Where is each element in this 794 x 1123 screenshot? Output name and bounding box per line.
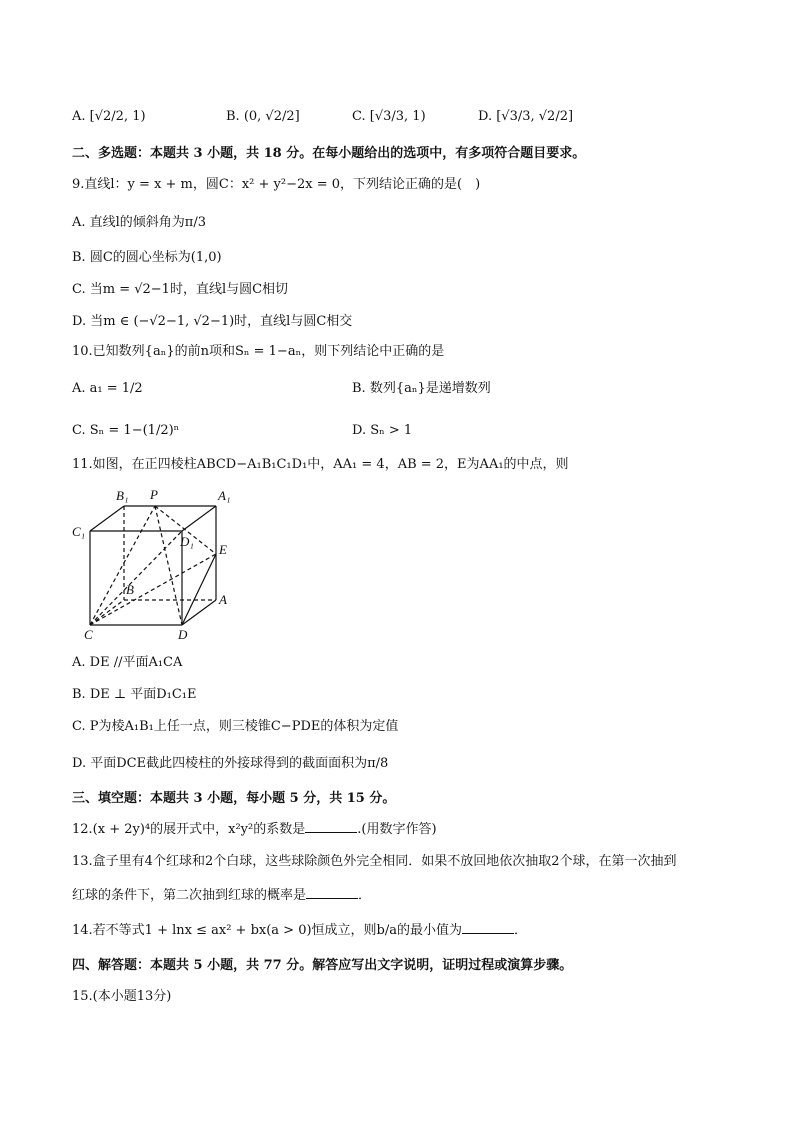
q10-stem: 10.已知数列{aₙ}的前n项和Sₙ = 1−aₙ，则下列结论中正确的是 <box>72 344 445 359</box>
q15-heading: 15.(本小题13分) <box>72 989 172 1004</box>
label-b: B <box>126 582 134 597</box>
label-c: C <box>84 627 93 642</box>
q14-answer-blank <box>462 921 514 934</box>
label-p: P <box>150 487 158 502</box>
q9-option-d: D. 当m ∈ (−√2−1, √2−1)时，直线l与圆C相交 <box>72 314 353 329</box>
q9-option-b: B. 圆C的圆心坐标为(1,0) <box>72 250 222 265</box>
prism-figure <box>68 482 248 644</box>
q10-option-a: A. a₁ = 1/2 <box>72 381 143 396</box>
label-a1: A₁ <box>218 488 231 503</box>
label-d: D <box>178 627 188 642</box>
q11-option-a: A. DE //平面A₁CA <box>72 655 183 670</box>
section-2-heading: 二、多选题：本题共 3 小题，共 18 分。在每小题给出的选项中，有多项符合题目要求。 <box>72 146 586 161</box>
q8-choice-a: A. [√2/2, 1) <box>72 109 146 124</box>
q11-option-c: C. P为棱A₁B₁上任一点，则三棱锥C−PDE的体积为定值 <box>72 719 399 734</box>
q13-line-2: 红球的条件下，第二次抽到红球的概率是 ． <box>72 888 372 903</box>
q12-stem: 12.(x + 2y)⁴的展开式中，x²y²的系数是 <box>72 822 306 837</box>
q9-option-a: A. 直线l的倾斜角为π/3 <box>72 215 207 230</box>
label-a: A <box>219 592 227 607</box>
q12-answer-blank <box>305 820 357 833</box>
q14: 14.若不等式1 + lnx ≤ ax² + bx(a > 0)恒成立，则b/a的最小值为 ． <box>72 923 528 938</box>
q8-choice-b: B. (0, √2/2] <box>226 109 300 124</box>
label-c1: C₁ <box>72 524 86 539</box>
q11-option-b: B. DE ⊥ 平面D₁C₁E <box>72 687 197 702</box>
label-d1: D₁ <box>180 534 194 549</box>
q8-choice-c: C. [√3/3, 1) <box>352 109 426 124</box>
q9-stem: 9.直线l：y = x + m，圆C：x² + y²−2x = 0，下列结论正确的是( ) <box>72 177 481 192</box>
q10-option-d: D. Sₙ > 1 <box>352 423 413 438</box>
q11-option-d: D. 平面DCE截此四棱柱的外接球得到的截面面积为π/8 <box>72 756 389 771</box>
q11-stem: 11.如图，在正四棱柱ABCD−A₁B₁C₁D₁中，AA₁ = 4，AB = 2，E为AA₁的中点，则 <box>72 457 569 472</box>
label-b1: B₁ <box>116 488 129 503</box>
q12-note: .(用数字作答) <box>357 822 437 837</box>
q13-answer-blank <box>306 886 358 899</box>
q9-option-c: C. 当m = √2−1时，直线l与圆C相切 <box>72 282 289 297</box>
q8-choice-d: D. [√3/3, √2/2] <box>478 109 574 124</box>
label-e: E <box>219 542 227 557</box>
section-3-heading: 三、填空题：本题共 3 小题，每小题 5 分，共 15 分。 <box>72 791 396 806</box>
q12 <box>72 820 437 839</box>
section-4-heading: 四、解答题：本题共 5 小题，共 77 分。解答应写出文字说明，证明过程或演算步骤。 <box>72 958 573 973</box>
q10-option-c: C. Sₙ = 1−(1/2)ⁿ <box>72 423 180 438</box>
q10-option-b: B. 数列{aₙ}是递增数列 <box>352 381 491 396</box>
q13-line-1: 13.盒子里有4个红球和2个白球，这些球除颜色外完全相同．如果不放回地依次抽取2个球，在第一次抽到 <box>72 854 677 869</box>
